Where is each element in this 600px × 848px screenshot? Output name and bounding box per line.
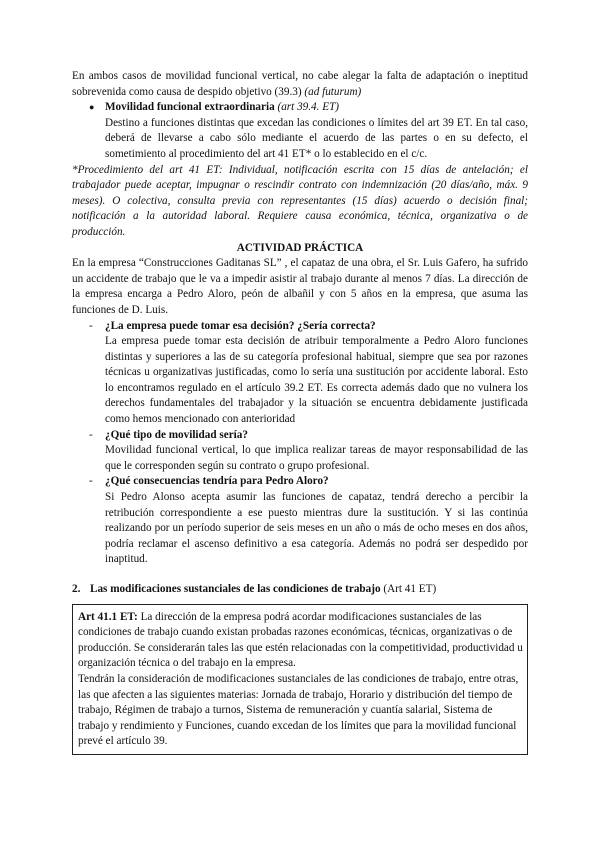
activity-scenario: En la empresa “Construcciones Gaditanas SL” , el capataz de una obra, el Sr. Luis Gafero, ha sufrido un accidente de trabajo que le va a impedir asistir al trabajo durante al menos 7 días. La dirección de la empresa encarga a Pedro Aloro, peón de albañil y con 5 años en la empresa, que asuma las funciones de D. Luis. [72, 257, 528, 316]
section-number: 2. [72, 583, 81, 595]
dash-marker: - [89, 428, 93, 441]
question-text: ¿La empresa puede tomar esa decisión? ¿Sería correcta? [105, 319, 376, 332]
article-paragraph-1 [78, 610, 523, 672]
bullet-item [72, 100, 528, 162]
bullet-ref: (art 39.4. ET) [274, 101, 340, 114]
bullet-dot-icon: ● [89, 102, 95, 113]
answer-text: Si Pedro Alonso acepta asumir las funciones de capataz, tendrá derecho a percibir la retribución correspondiente a ese puesto mientras dure la sustitución. Y si las continúa realizando por un período superior de seis meses en un año o más de ocho meses en dos años, podría reclamar el ascenso definitivo a esa categoría. Además no podrá ser despedido por inaptitud. [105, 491, 528, 566]
section-ref: (Art 41 ET) [380, 583, 437, 595]
article-paragraph-2: Tendrán la consideración de modificaciones sustanciales de las condiciones de trabajo, entre otras, las que afecten a las siguientes materias: Jornada de trabajo, Horario y distribución del tiempo de trabajo, Régimen de trabajo a turnos, Sistema de remuneración y cuantía salarial, Sistema de trabajo y rendimiento y Funciones, cuando excedan de los límites que para la movilidad funcional prevé el artículo 39. [78, 672, 519, 748]
question-item [72, 474, 528, 568]
dash-marker: - [89, 319, 93, 332]
answer-text: La empresa puede tomar esta decisión de atribuir temporalmente a Pedro Aloro funciones distintas y superiores a las de su categoría profesional habitual, siempre que sea por razones técnicas u organizativas justificadas, como lo sería una sustitución por accidente laboral. Esto lo encontramos regulado en el artículo 39.2 ET. Es correcta además dado que no vulnera los derechos fundamentales del trabajador y la situación se encuentra debidamente justificada como hemos mencionado con anterioridad [105, 335, 528, 426]
intro-text: En ambos casos de movilidad funcional vertical, no cabe alegar la falta de adaptación o ineptitud sobrevenida como causa de despido objetivo (39.3) [72, 70, 528, 98]
question-text: ¿Qué consecuencias tendría para Pedro Aloro? [105, 475, 329, 488]
section-title-text: Las modificaciones sustanciales de las condiciones de trabajo [90, 583, 381, 595]
question-item [72, 428, 528, 475]
bullet-title: Movilidad funcional extraordinaria [105, 101, 275, 114]
intro-italic: (ad futurum) [301, 85, 362, 98]
procedure-note: *Procedimiento del art 41 ET: Individual, notificación escrita con 15 días de antelación; el trabajador puede aceptar, impugnar o rescindir contrato con indemnización (20 días/año, máx. 9 meses). O colectiva, consulta previa con representantes (15 días) acuerdo o decisión final; notificación a la autoridad laboral. Requiere causa económica, técnica, organizativa o de producción. [72, 163, 528, 238]
section-heading [72, 582, 528, 598]
article-label: Art 41.1 ET: [78, 610, 138, 623]
article-box [72, 604, 528, 755]
answer-text: Movilidad funcional vertical, lo que implica realizar tareas de mayor responsabilidad de las que le corresponden según su contrato o grupo profesional. [105, 444, 528, 472]
intro-paragraph [72, 69, 528, 100]
question-item [72, 319, 528, 428]
question-text: ¿Qué tipo de movilidad sería? [105, 428, 248, 441]
bullet-title-line [105, 100, 528, 116]
activity-heading: ACTIVIDAD PRÁCTICA [236, 241, 364, 254]
bullet-body: Destino a funciones distintas que excedan las condiciones o límites del art 39 ET. En tal caso, deberá de llevarse a cabo sólo mediante el acuerdo de las partes o en su defecto, el sometimiento al procedimiento del art 41 ET* o lo establecido en el c/c. [105, 116, 528, 160]
document-page [72, 69, 528, 755]
article-text-1: La dirección de la empresa podrá acordar modificaciones sustanciales de las condiciones de trabajo cuando existan probadas razones económicas, técnicas, organizativas o de producción. Se considerarán tales las que estén relacionadas con la competitividad, productividad u organización técnica o del trabajo en la empresa. [78, 610, 523, 670]
dash-marker: - [89, 475, 93, 488]
